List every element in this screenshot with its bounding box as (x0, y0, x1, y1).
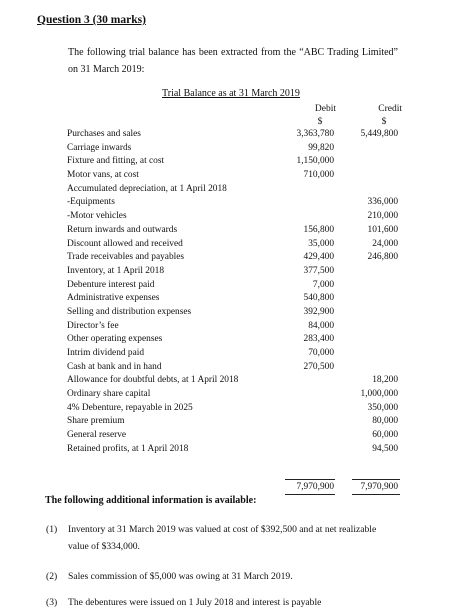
account-label: Other operating expenses (67, 334, 163, 345)
account-label: Fixture and fitting, at cost (67, 156, 165, 167)
debit-amount: 283,400 (303, 334, 334, 345)
debit-amount: 377,500 (303, 265, 334, 276)
debit-amount: 1,150,000 (296, 156, 334, 167)
credit-amount: 24,000 (372, 238, 398, 249)
table-row (0, 307, 474, 321)
table-row (0, 348, 474, 362)
note-text: Sales commission of $5,000 was owing at 31 March 2019. (68, 571, 293, 582)
account-label: Motor vans, at cost (67, 170, 139, 181)
credit-double-rule (352, 494, 400, 495)
note-number: (3) (46, 597, 58, 608)
trial-balance-title: Trial Balance as at 31 March 2019 (162, 88, 300, 99)
table-row (0, 266, 474, 280)
credit-amount: 18,200 (372, 375, 398, 386)
note-item (0, 521, 474, 555)
account-label: Cash at bank and in hand (67, 361, 162, 372)
account-label: Allowance for doubtful debts, at 1 April 2018 (67, 375, 239, 386)
debit-amount: 99,820 (308, 142, 334, 153)
credit-currency: $ (381, 117, 387, 127)
table-row (0, 293, 474, 307)
credit-header: Credit (378, 104, 402, 114)
note-item (0, 594, 474, 611)
debit-double-rule (285, 494, 335, 495)
additional-info-heading: The following additional information is available: (45, 495, 257, 506)
table-row (0, 375, 474, 389)
account-label: Intrim dividend paid (67, 348, 145, 358)
account-label: Return inwards and outwards (67, 224, 178, 235)
table-row (0, 197, 474, 211)
account-label: -Equipments (67, 197, 115, 208)
table-row (0, 129, 474, 143)
note-item (0, 568, 474, 585)
table-row (0, 430, 474, 444)
account-label: 4% Debenture, repayable in 2025 (67, 402, 193, 413)
debit-currency: $ (317, 117, 323, 127)
table-row (0, 334, 474, 348)
account-label: Director’s fee (67, 320, 119, 331)
table-row (0, 403, 474, 417)
note-text: The debentures were issued on 1 July 2018 and interest is payable (68, 597, 322, 608)
credit-amount: 101,600 (367, 224, 398, 235)
credit-amount: 5,449,800 (360, 129, 398, 139)
credit-amount: 246,800 (367, 252, 398, 263)
table-row (0, 252, 474, 266)
debit-amount: 70,000 (308, 348, 334, 358)
debit-total: 7,970,900 (296, 482, 334, 492)
table-row (0, 211, 474, 225)
credit-amount: 80,000 (372, 416, 398, 427)
credit-amount: 1,000,000 (360, 389, 398, 400)
table-row (0, 321, 474, 335)
credit-amount: 350,000 (367, 402, 398, 413)
intro-paragraph: The following trial balance has been extracted from the “ABC Trading Limited” on 31 March 2019: (68, 47, 398, 75)
account-label: Retained profits, at 1 April 2018 (67, 443, 189, 454)
account-label: Accumulated depreciation, at 1 April 2018 (67, 183, 227, 194)
table-row (0, 362, 474, 376)
table-row (0, 184, 474, 198)
account-label: Ordinary share capital (67, 389, 151, 400)
debit-header: Debit (314, 104, 336, 114)
note-number: (1) (46, 524, 58, 535)
account-label: Share premium (67, 416, 125, 427)
debit-amount: 540,800 (303, 293, 334, 304)
account-label: Discount allowed and received (67, 238, 183, 249)
note-text: Inventory at 31 March 2019 was valued at cost of $392,500 and at net realizable value of $334,000. (68, 524, 377, 552)
account-label: Inventory, at 1 April 2018 (67, 265, 165, 276)
table-row (0, 239, 474, 253)
note-number: (2) (46, 571, 58, 582)
question-title: Question 3 (30 marks) (37, 14, 146, 26)
debit-amount: 710,000 (303, 170, 334, 181)
table-row (0, 416, 474, 430)
table-row (0, 280, 474, 294)
account-label: Debenture interest paid (67, 279, 155, 290)
trial-balance-rows (0, 129, 474, 458)
credit-amount: 336,000 (367, 197, 398, 208)
table-row (0, 156, 474, 170)
debit-amount: 156,800 (303, 224, 334, 235)
debit-total-rule (285, 479, 335, 480)
debit-amount: 35,000 (308, 238, 334, 249)
debit-amount: 392,900 (303, 306, 334, 317)
account-label: Purchases and sales (67, 129, 141, 139)
credit-amount: 94,500 (372, 443, 398, 454)
debit-amount: 7,000 (312, 279, 334, 290)
account-label: Carriage inwards (67, 142, 132, 153)
debit-amount: 429,400 (303, 252, 334, 263)
table-row (0, 389, 474, 403)
credit-total: 7,970,900 (360, 482, 398, 492)
debit-amount: 270,500 (303, 361, 334, 372)
table-row (0, 444, 474, 458)
account-label: Trade receivables and payables (67, 252, 185, 263)
debit-amount: 84,000 (308, 320, 334, 331)
debit-amount: 3,363,780 (296, 129, 334, 139)
account-label: Selling and distribution expenses (67, 306, 192, 317)
table-row (0, 225, 474, 239)
table-row (0, 170, 474, 184)
credit-total-rule (352, 479, 400, 480)
credit-amount: 210,000 (367, 211, 398, 222)
account-label: General reserve (67, 430, 127, 441)
account-label: -Motor vehicles (67, 211, 127, 222)
account-label: Administrative expenses (67, 293, 160, 304)
table-row (0, 143, 474, 157)
credit-amount: 60,000 (372, 430, 398, 441)
